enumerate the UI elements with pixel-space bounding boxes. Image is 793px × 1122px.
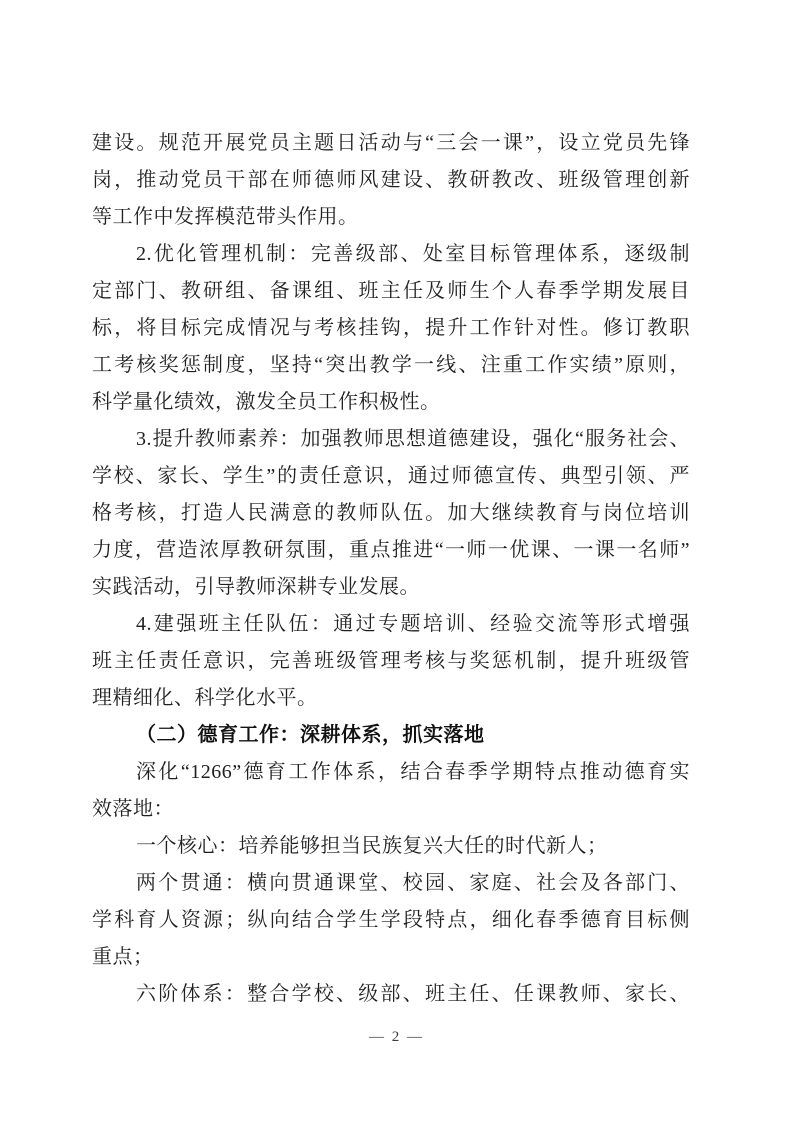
text-line: 科学量化绩效，激发全员工作积极性。 <box>92 391 441 413</box>
text-line: 定部门、教研组、备课组、班主任及师生个人春季学期发展目 <box>92 280 690 302</box>
page-footer <box>0 1028 793 1046</box>
text-line: 等工作中发挥模范带头作用。 <box>92 206 359 228</box>
text-line: 实践活动，引导教师深耕专业发展。 <box>92 576 420 598</box>
text-line: 2.优化管理机制：完善级部、处室目标管理体系，逐级制 <box>136 243 690 265</box>
page-number: — 2 — <box>369 1029 424 1045</box>
text-line: 两个贯通：横向贯通课堂、校园、家庭、社会及各部门、 <box>136 872 690 894</box>
text-line: 力度，营造浓厚教研氛围，重点推进“一师一优课、一课一名师” <box>92 539 690 561</box>
text-line: 班主任责任意识，完善班级管理考核与奖惩机制，提升班级管 <box>92 650 690 672</box>
text-line: 六阶体系：整合学校、级部、班主任、任课教师、家长、 <box>136 983 690 1005</box>
text-line: 理精细化、科学化水平。 <box>92 687 318 709</box>
document-body <box>92 125 690 1013</box>
text-line: 3.提升教师素养：加强教师思想道德建设，强化“服务社会、 <box>136 428 690 450</box>
text-line: 格考核，打造人民满意的教师队伍。加大继续教育与岗位培训 <box>92 502 690 524</box>
text-line: 一个核心：培养能够担当民族复兴大任的时代新人； <box>136 835 608 857</box>
text-line: 标，将目标完成情况与考核挂钩，提升工作针对性。修订教职 <box>92 317 690 339</box>
section-heading: （二）德育工作：深耕体系，抓实落地 <box>136 724 485 746</box>
text-line: 4.建强班主任队伍：通过专题培训、经验交流等形式增强 <box>136 613 690 635</box>
text-line: 效落地： <box>92 798 174 820</box>
text-line: 工考核奖惩制度，坚持“突出教学一线、注重工作实绩”原则， <box>92 354 690 376</box>
text-line: 重点； <box>92 946 154 968</box>
text-line: 学科育人资源；纵向结合学生学段特点，细化春季德育目标侧 <box>92 909 690 931</box>
text-line: 岗，推动党员干部在师德师风建设、教研教改、班级管理创新 <box>92 169 690 191</box>
text-line: 深化“1266”德育工作体系，结合春季学期特点推动德育实 <box>136 761 690 783</box>
text-line: 学校、家长、学生”的责任意识，通过师德宣传、典型引领、严 <box>92 465 690 487</box>
text-line: 建设。规范开展党员主题日活动与“三会一课”，设立党员先锋 <box>92 132 690 154</box>
